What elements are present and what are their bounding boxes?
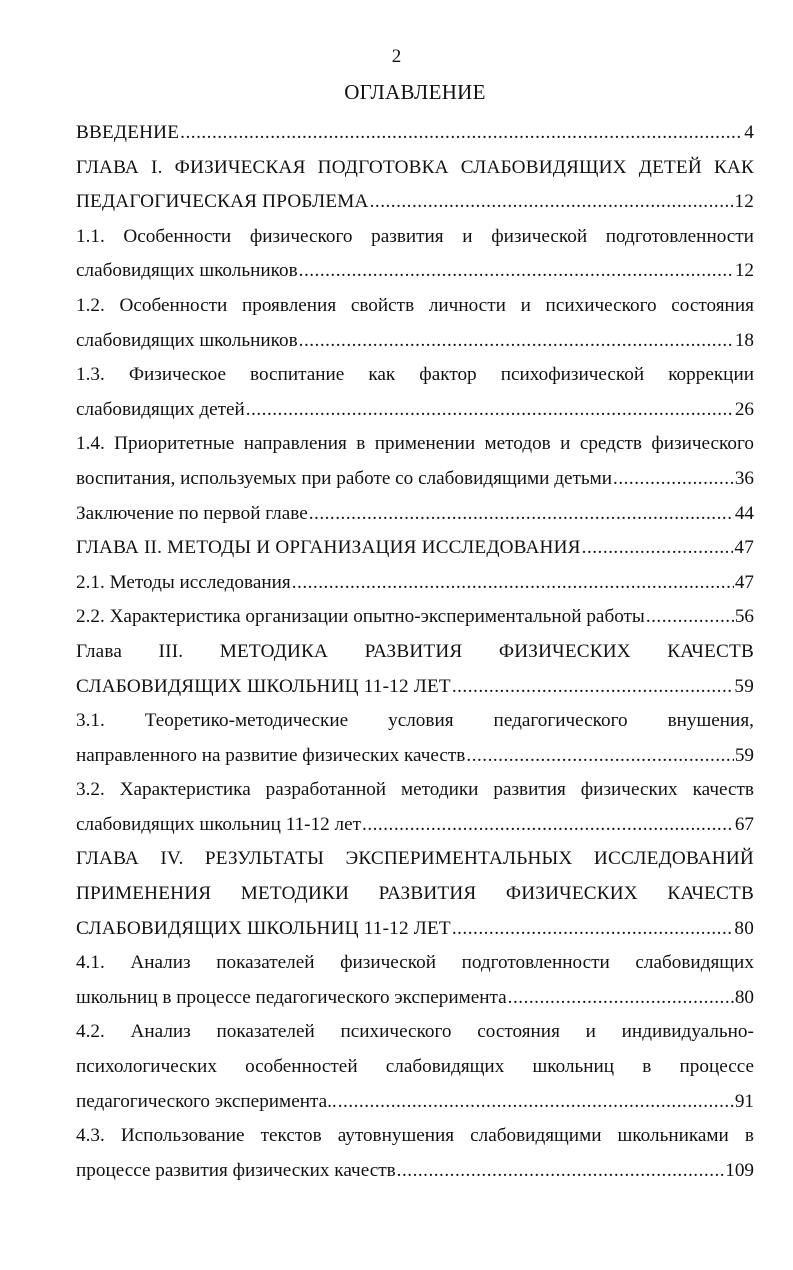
toc-page-number: 67 xyxy=(734,813,754,835)
toc-entry-line: 4.3. Использование текстов аутовнушения слабовидящими школьниками в xyxy=(76,1125,754,1147)
toc-entry[interactable] xyxy=(76,497,754,532)
toc-entry-title: направленного на развитие физических качеств xyxy=(76,744,466,766)
toc-entry-lead-line xyxy=(76,393,754,428)
leader-dots xyxy=(299,254,734,289)
toc-page-number: 12 xyxy=(734,191,754,213)
toc-entry-title: ПЕДАГОГИЧЕСКАЯ ПРОБЛЕМА xyxy=(76,191,369,213)
toc-entry-title: СЛАБОВИДЯЩИХ ШКОЛЬНИЦ 11-12 ЛЕТ xyxy=(76,917,451,939)
leader-dots xyxy=(397,1154,725,1189)
page-number: 2 xyxy=(391,46,402,67)
toc-page-number: 18 xyxy=(734,329,754,351)
toc-title: ОГЛАВЛЕНИЕ xyxy=(344,80,486,104)
toc-entry[interactable] xyxy=(76,151,754,220)
toc-entry-title: слабовидящих школьников xyxy=(76,329,298,351)
leader-dots xyxy=(613,462,734,497)
toc-entry[interactable] xyxy=(76,842,754,946)
toc-entry-line: 4.2. Анализ показателей психического состояния и индивидуально- xyxy=(76,1021,754,1043)
toc-entry-line: 4.1. Анализ показателей физической подготовленности слабовидящих xyxy=(76,952,754,974)
toc-page-number: 80 xyxy=(734,917,754,939)
toc-entry-line: 1.3. Физическое воспитание как фактор психофизической коррекции xyxy=(76,364,754,386)
toc-entry-line: 3.2. Характеристика разработанной методики развития физических качеств xyxy=(76,779,754,801)
toc-entry-line: 1.2. Особенности проявления свойств личности и психического состояния xyxy=(76,294,754,316)
toc-entry-line: 3.1. Теоретико-методические условия педагогического внушения, xyxy=(76,710,754,732)
toc-entry-lead-line xyxy=(76,531,754,566)
toc-entry-lead-line xyxy=(76,739,754,774)
toc-page-number: 26 xyxy=(734,398,754,420)
toc-entry-lead-line xyxy=(76,116,754,151)
toc-page-number: 59 xyxy=(734,675,754,697)
toc-entry-title: СЛАБОВИДЯЩИХ ШКОЛЬНИЦ 11-12 ЛЕТ xyxy=(76,675,451,697)
toc-entry-lead-line xyxy=(76,254,754,289)
toc-page-number: 47 xyxy=(734,537,754,559)
leader-dots xyxy=(362,808,734,843)
toc-entry-lead-line xyxy=(76,566,754,601)
toc-entry-lead-line xyxy=(76,324,754,359)
toc-entry[interactable] xyxy=(76,358,754,427)
toc-entry-lead-line xyxy=(76,912,754,947)
leader-dots xyxy=(180,116,743,151)
toc-page-number: 4 xyxy=(744,122,754,143)
toc-entry-line: психологических особенностей слабовидящих школьниц в процессе xyxy=(76,1056,754,1078)
toc-entry[interactable] xyxy=(76,635,754,704)
toc-entry-title: слабовидящих школьников xyxy=(76,260,298,282)
toc-entry[interactable] xyxy=(76,946,754,1015)
toc-entry[interactable] xyxy=(76,566,754,601)
toc-entry[interactable] xyxy=(76,427,754,496)
leader-dots xyxy=(292,566,734,601)
toc-entry-lead-line xyxy=(76,1154,754,1189)
toc-entry-title: процессе развития физических качеств xyxy=(76,1159,396,1181)
toc-page-number: 109 xyxy=(725,1159,754,1181)
toc-entry-lead-line xyxy=(76,1085,754,1120)
leader-dots xyxy=(646,600,734,635)
leader-dots xyxy=(246,393,734,428)
toc-entry-lead-line xyxy=(76,185,754,220)
toc-entry-line: ГЛАВА I. ФИЗИЧЕСКАЯ ПОДГОТОВКА СЛАБОВИДЯЩИХ ДЕТЕЙ КАК xyxy=(76,156,754,178)
toc-entry-title: слабовидящих детей xyxy=(76,398,245,420)
toc-entry-title: 2.1. Методы исследования xyxy=(76,571,291,593)
toc-page-number: 56 xyxy=(734,606,754,628)
toc-entry[interactable] xyxy=(76,1015,754,1119)
table-of-contents xyxy=(76,116,754,1188)
toc-page-number: 44 xyxy=(734,502,754,524)
toc-page-number: 91 xyxy=(734,1090,754,1112)
toc-entry[interactable] xyxy=(76,773,754,842)
toc-entry[interactable] xyxy=(76,1119,754,1188)
leader-dots xyxy=(508,981,734,1016)
toc-entry[interactable] xyxy=(76,116,754,151)
leader-dots xyxy=(299,324,734,359)
toc-entry-lead-line xyxy=(76,670,754,705)
toc-entry-title: педагогического эксперимента.. xyxy=(76,1090,337,1112)
toc-entry-line: 1.4. Приоритетные направления в применении методов и средств физического xyxy=(76,433,754,455)
leader-dots xyxy=(309,497,734,532)
toc-entry-title: слабовидящих школьниц 11-12 лет xyxy=(76,813,362,835)
toc-entry-title: 2.2. Характеристика организации опытно-экспериментальной работы xyxy=(76,606,645,628)
toc-page-number: 36 xyxy=(734,467,754,489)
toc-entry[interactable] xyxy=(76,220,754,289)
toc-entry-lead-line xyxy=(76,808,754,843)
leader-dots xyxy=(338,1085,734,1120)
toc-entry-title: ВВЕДЕНИЕ xyxy=(76,122,180,143)
toc-entry-line: ПРИМЕНЕНИЯ МЕТОДИКИ РАЗВИТИЯ ФИЗИЧЕСКИХ КАЧЕСТВ xyxy=(76,883,754,905)
toc-entry-line: Глава III. МЕТОДИКА РАЗВИТИЯ ФИЗИЧЕСКИХ КАЧЕСТВ xyxy=(76,640,754,662)
toc-entry-title: воспитания, используемых при работе со слабовидящими детьми xyxy=(76,467,613,489)
leader-dots xyxy=(452,670,734,705)
toc-entry-lead-line xyxy=(76,981,754,1016)
toc-entry-lead-line xyxy=(76,497,754,532)
toc-entry[interactable] xyxy=(76,600,754,635)
toc-entry-title: Заключение по первой главе xyxy=(76,502,308,524)
toc-entry-title: ГЛАВА II. МЕТОДЫ И ОРГАНИЗАЦИЯ ИССЛЕДОВАНИЯ xyxy=(76,537,581,559)
toc-page-number: 59 xyxy=(734,744,754,766)
leader-dots xyxy=(466,739,733,774)
toc-entry[interactable] xyxy=(76,289,754,358)
toc-entry-title: школьниц в процессе педагогического эксперимента xyxy=(76,986,507,1008)
toc-page-number: 12 xyxy=(734,260,754,282)
toc-page-number: 80 xyxy=(734,986,754,1008)
leader-dots xyxy=(452,912,734,947)
toc-entry-lead-line xyxy=(76,600,754,635)
toc-entry-line: ГЛАВА IV. РЕЗУЛЬТАТЫ ЭКСПЕРИМЕНТАЛЬНЫХ ИССЛЕДОВАНИЙ xyxy=(76,848,754,870)
leader-dots xyxy=(370,185,734,220)
toc-entry[interactable] xyxy=(76,531,754,566)
leader-dots xyxy=(582,531,734,566)
toc-page-number: 47 xyxy=(734,571,754,593)
toc-entry-lead-line xyxy=(76,462,754,497)
toc-entry[interactable] xyxy=(76,704,754,773)
toc-entry-line: 1.1. Особенности физического развития и физической подготовленности xyxy=(76,225,754,247)
